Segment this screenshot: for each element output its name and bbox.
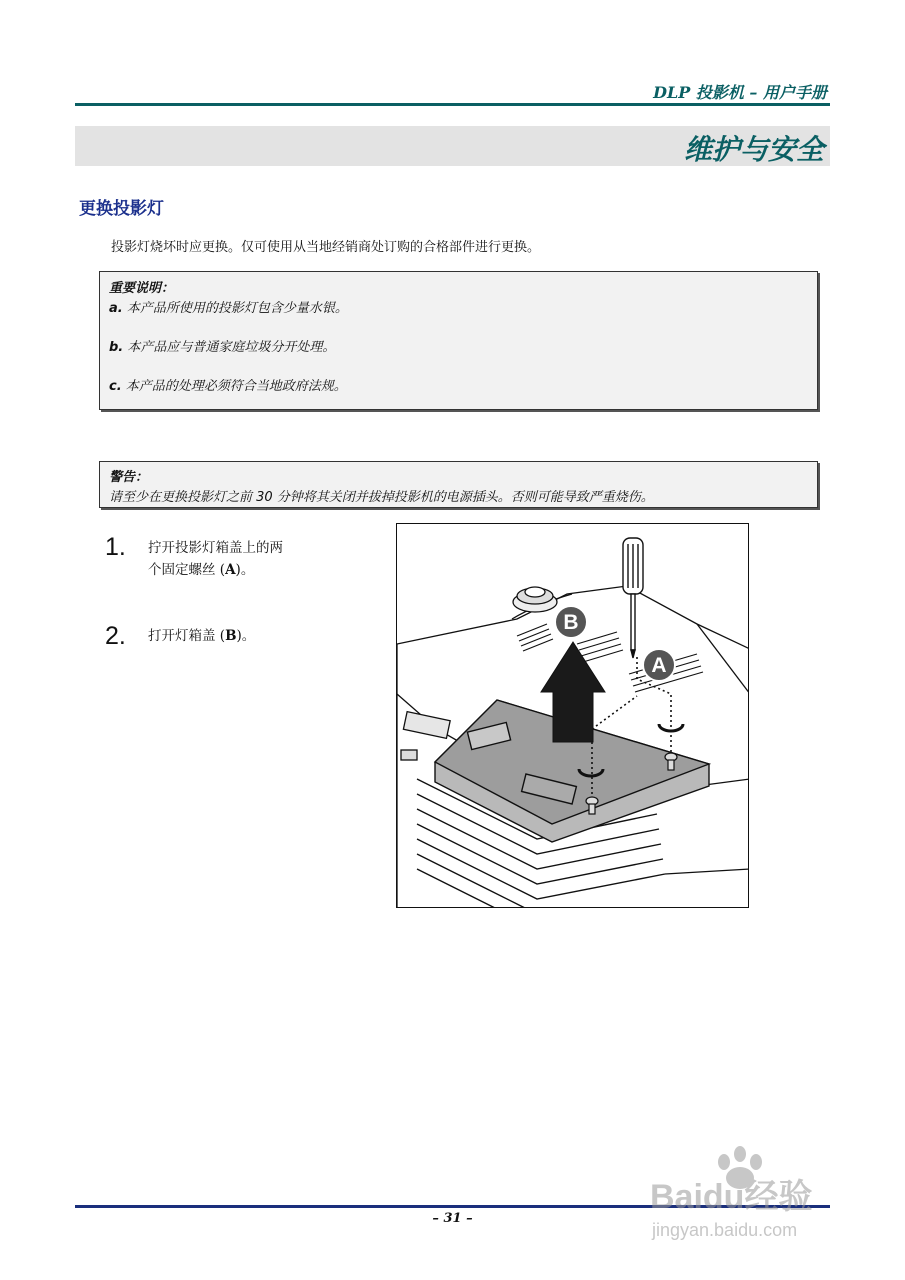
warning-text: 请至少在更换投影灯之前 30 分钟将其关闭并拔掉投影机的电源插头。否则可能导致严重烧伤。 [109, 490, 654, 505]
subsection-title: 更换投影灯 [79, 199, 164, 219]
watermark-url: jingyan.baidu.com [652, 1220, 798, 1240]
important-item-a: a. 本产品所使用的投影灯包含少量水银。 [109, 301, 348, 316]
page-number: – 31 – [432, 1211, 473, 1226]
section-title: 维护与安全 [683, 133, 824, 166]
step-1-number: 1. [105, 533, 126, 561]
step-2-number: 2. [105, 622, 126, 650]
step-1-text: 拧开投影灯箱盖上的两 个固定螺丝 (A)。 [148, 540, 283, 578]
projector-illustration [397, 524, 749, 908]
important-item-c: c. 本产品的处理必须符合当地政府法规。 [109, 379, 347, 394]
lamp-cover-figure [396, 523, 749, 908]
important-notice-box [99, 271, 818, 410]
label-b: B [563, 611, 579, 634]
header-rule [75, 103, 830, 106]
step-2-text: 打开灯箱盖 (B)。 [148, 628, 256, 644]
label-a: A [651, 654, 667, 677]
warning-title: 警告： [109, 470, 149, 485]
warning-box [99, 461, 818, 508]
section-banner [75, 126, 830, 166]
watermark-brand: Baidu经验 [650, 1178, 813, 1216]
baidu-watermark [640, 1140, 860, 1250]
important-title: 重要说明： [109, 281, 175, 296]
important-item-b: b. 本产品应与普通家庭垃圾分开处理。 [109, 340, 336, 355]
intro-paragraph: 投影灯烧坏时应更换。仅可使用从当地经销商处订购的合格部件进行更换。 [111, 240, 541, 255]
header-title: DLP 投影机 – 用户手册 [653, 83, 827, 102]
